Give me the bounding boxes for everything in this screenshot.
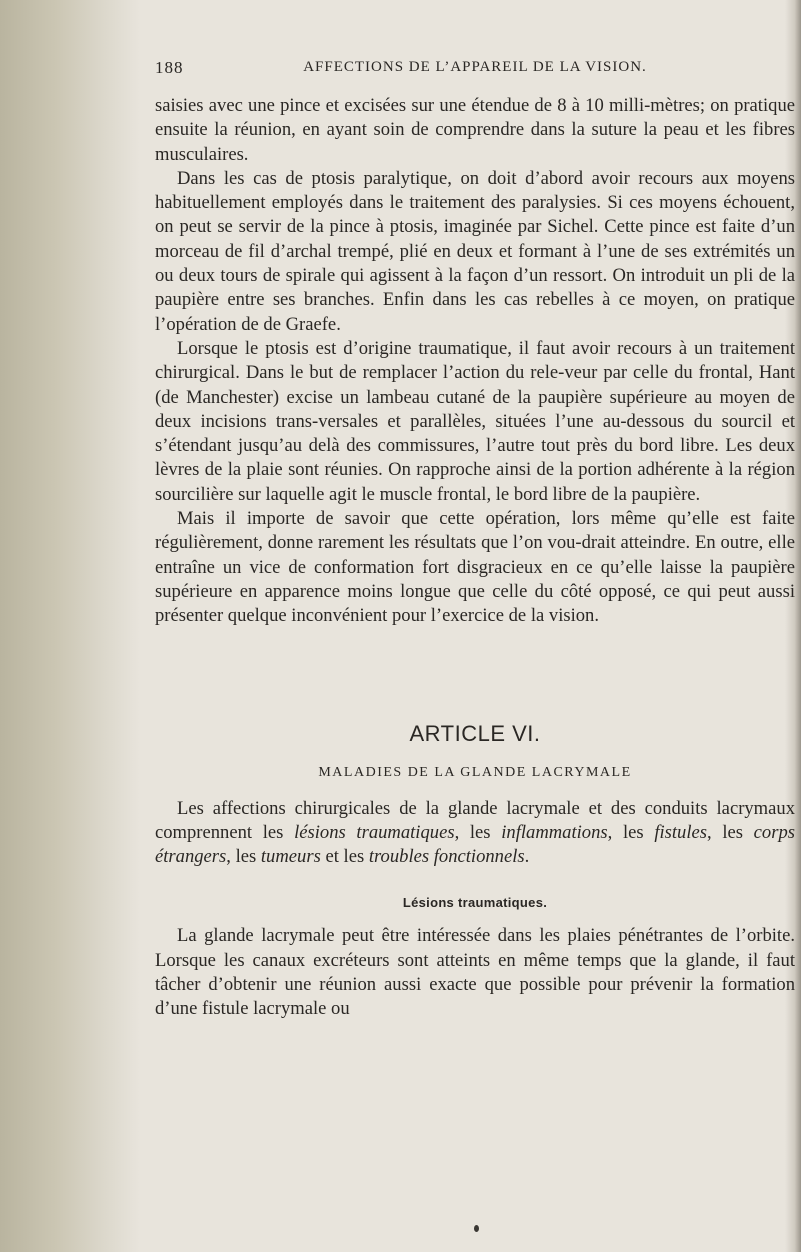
- intro-text-3: , les: [607, 821, 655, 843]
- running-head: [155, 58, 795, 84]
- intro-text-1: Les affections chirurgicales de la glande lacrymale et des conduits lacrymaux comprennent les: [155, 797, 795, 843]
- term-troubles-fonctionnels: troubles fonctionnels: [368, 846, 525, 868]
- paragraph-4: Mais il importe de savoir que cette opération, lors même qu’elle est faite régulièrement, donne rarement les résultats que l’on vou-drait atteindre. En outre, elle entraîne un vice de conformation fort disgracieux en ce qu’elle laisse la paupière supérieure en apparence moins longue que celle du côté opposé, ce qui peut aussi présenter quelque inconvénient pour l’exercice de la vision.: [155, 508, 795, 627]
- paragraph-1: saisies avec une pince et excisées sur une étendue de 8 à 10 milli-mètres; on pratique ensuite la réunion, en ayant soin de comprendre dans la suture la peau et les fibres musculaires.: [155, 95, 795, 165]
- intro-text-2: , les: [454, 821, 502, 843]
- term-lesions-traumatiques: lésions traumatiques: [294, 821, 455, 843]
- book-page: [155, 58, 795, 1022]
- page-binding-shadow: [0, 0, 140, 1252]
- intro-text-7: .: [524, 846, 530, 868]
- ink-speck: [474, 1225, 479, 1232]
- intro-text-6: et les: [320, 846, 369, 868]
- section-paragraph: La glande lacrymale peut être intéressée dans les plaies pénétrantes de l’orbite. Lorsque les canaux excréteurs sont atteints en même temps que la glande, il faut tâcher d’obtenir une réunion aussi exacte que possible pour prévenir la formation d’une fistule lacrymale ou: [155, 925, 795, 1020]
- article-title: ARTICLE VI.: [409, 720, 541, 746]
- running-title: AFFECTIONS DE L’APPAREIL DE LA VISION.: [303, 59, 647, 75]
- article-intro-paragraph: [155, 797, 795, 870]
- section-heading: Lésions traumatiques.: [402, 895, 548, 911]
- paragraph-3: Lorsque le ptosis est d’origine traumatique, il faut avoir recours à un traitement chirurgical. Dans le but de remplacer l’action du rele-veur par celle du frontal, Hant (de Manchester) excise un lambeau cutané de la paupière supérieure au moyen de deux incisions trans-versales et parallèles, situées l’une au-dessous du sourcil et s’étendant jusqu’au delà des commissures, l’autre tout près du bord libre. Les deux lèvres de la plaie sont réunies. On rapproche ainsi de la portion adhérente à la région sourcilière sur laquelle agit le muscle frontal, le bord libre de la paupière.: [155, 337, 795, 505]
- term-fistules: fistules: [654, 821, 707, 843]
- term-tumeurs: tumeurs: [260, 846, 321, 868]
- intro-text-5: , les: [226, 846, 261, 868]
- page-number: 188: [155, 58, 184, 77]
- article-subtitle: MALADIES DE LA GLANDE LACRYMALE: [318, 764, 632, 780]
- term-corps-etrangers: corps étrangers: [155, 821, 795, 868]
- term-inflammations: inflammations: [501, 821, 608, 843]
- paragraph-2: Dans les cas de ptosis paralytique, on doit d’abord avoir recours aux moyens habituellement employés dans le traitement des paralysies. Si ces moyens échouent, on peut se servir de la pince à ptosis, imaginée par Sichel. Cette pince est faite d’un morceau de fil d’archal trempé, plié en deux et formant à l’une de ses extrémités un ou deux tours de spirale qui agissent à la façon d’un ressort. On introduit un pli de la paupière entre ses branches. Enfin dans les cas rebelles à ce moyen, on pratique l’opération de de Graefe.: [155, 167, 795, 335]
- intro-text-4: , les: [707, 821, 754, 843]
